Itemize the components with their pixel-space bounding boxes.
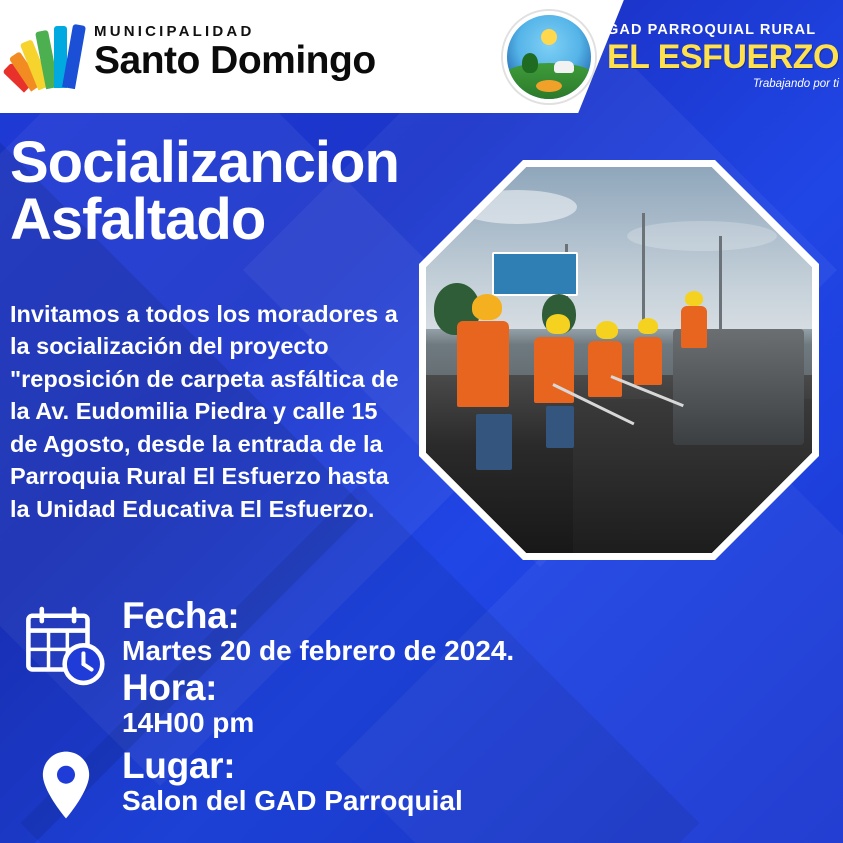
photo-worker-4-helmet-icon [638, 318, 658, 334]
calendar-icon-column [10, 597, 122, 691]
municipality-text [94, 24, 376, 80]
location-icon-column [10, 747, 122, 821]
photo-worker-5-helmet-icon [685, 291, 703, 306]
calendar-clock-icon [23, 605, 109, 691]
map-pin-icon [33, 749, 99, 821]
photo-frame [419, 160, 819, 560]
photo-worker-3-helmet-icon [596, 321, 618, 339]
invitation-paragraph: Invitamos a todos los moradores a la socialización del proyecto "reposición de carpeta asfáltica de la Av. Eudomilia Piedra y calle 15 de Agosto, desde la entrada de la Parroquia Rural El Esfuerzo hasta la Unidad Educativa El Esfuerzo. [10, 301, 399, 522]
date-value: Martes 20 de febrero de 2024. [122, 634, 515, 666]
seal-tree-shape [522, 53, 538, 73]
photo-worker-1-helmet-icon [472, 294, 502, 320]
photo-worker-3-body [588, 341, 622, 397]
photo-worker-4-body [634, 337, 662, 385]
poster-content [0, 113, 843, 843]
title-line-1: Socializancion [10, 130, 399, 195]
seal-cow-shape [554, 61, 574, 73]
photo-billboard [492, 252, 578, 296]
gad-text [607, 23, 839, 91]
seal-fruit-shape [536, 80, 562, 92]
photo-light-pole-2 [719, 236, 722, 329]
gad-slogan: Trabajando por ti [752, 78, 839, 90]
photo-cloud-2 [627, 221, 777, 251]
municipality-logo [22, 24, 376, 88]
photo-worker-2-legs [546, 406, 574, 448]
gad-header-band [487, 0, 843, 113]
photo-worker-1-legs [476, 414, 512, 470]
photo-worker-5-body [681, 306, 707, 348]
seal-sun-shape [541, 29, 557, 45]
place-value: Salon del GAD Parroquial [122, 784, 463, 816]
place-label: Lugar: [122, 745, 236, 786]
municipality-name: Santo Domingo [94, 39, 376, 82]
photo-worker-2-helmet-icon [546, 314, 570, 334]
date-label: Fecha: [122, 595, 240, 637]
gad-name: EL ESFUERZO [607, 38, 839, 76]
municipality-header-band [0, 0, 545, 113]
event-details [10, 597, 830, 821]
title-line-2: Asfaltado [10, 186, 266, 252]
gad-parish-seal-icon [503, 11, 595, 103]
time-label: Hora: [122, 667, 218, 709]
place-text [122, 747, 463, 819]
date-time-row [10, 597, 830, 741]
poster-header [0, 0, 843, 113]
page-title [10, 130, 480, 252]
photo-light-pole-1 [642, 213, 645, 329]
time-value: 14H00 pm [122, 706, 255, 738]
rainbow-fan-logo-icon [22, 24, 84, 88]
date-time-text [122, 597, 514, 741]
municipality-eyebrow: MUNICIPALIDAD [94, 23, 255, 40]
place-row [10, 747, 830, 821]
photo-worker-1-body [457, 321, 509, 407]
gad-eyebrow: GAD PARROQUIAL RURAL [607, 21, 817, 38]
asphalting-photo [426, 167, 812, 553]
